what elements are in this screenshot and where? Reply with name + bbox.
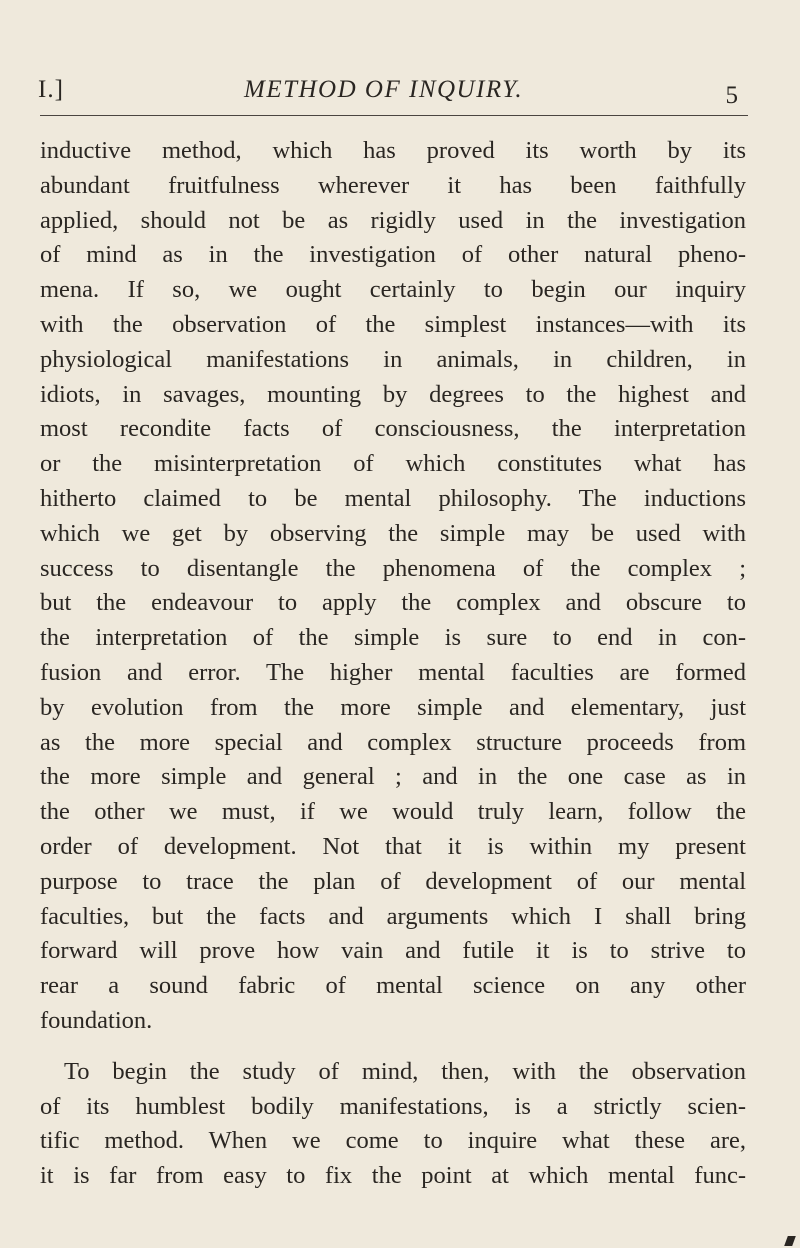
text-line: inductive method, which has proved its worth by its <box>40 137 746 164</box>
text-line: by evolution from the more simple and elementary, just <box>40 693 746 721</box>
text-line: with the observation of the simplest instances—with its <box>40 310 746 338</box>
text-line: foundation. <box>40 1006 153 1034</box>
text-line: forward will prove how vain and futile it is to strive to <box>40 937 746 965</box>
text-line: fusion and error. The higher mental faculties are formed <box>40 658 746 686</box>
text-line: of its humblest bodily manifestations, is a strictly scien- <box>40 1092 746 1120</box>
text-line: the other we must, if we would truly learn, follow the <box>40 798 746 826</box>
text-line: which we get by observing the simple may be used with <box>40 519 746 547</box>
text-line: order of development. Not that it is within my present <box>40 832 746 860</box>
text-line: abundant fruitfulness wherever it has been faithfully <box>40 171 746 199</box>
body-text <box>40 134 746 1194</box>
text-line: it is far from easy to fix the point at which mental func- <box>40 1162 746 1190</box>
text-line: idiots, in savages, mounting by degrees to the highest and <box>40 380 746 408</box>
text-line: tific method. When we come to inquire what these are, <box>40 1127 746 1155</box>
corner-mark <box>784 1236 796 1246</box>
paragraph-2 <box>40 1055 746 1194</box>
text-line: physiological manifestations in animals, in children, in <box>40 345 746 373</box>
text-line: faculties, but the facts and arguments which I shall bring <box>40 902 746 930</box>
text-line: the more simple and general ; and in the one case as in <box>40 763 746 791</box>
text-line: most recondite facts of consciousness, the interpretation <box>40 415 746 443</box>
text-line: or the misinterpretation of which constitutes what has <box>40 450 746 478</box>
text-line: purpose to trace the plan of development of our mental <box>40 867 746 895</box>
text-line: To begin the study of mind, then, with the observation <box>64 1057 746 1085</box>
text-line: as the more special and complex structure proceeds from <box>40 728 746 756</box>
text-line: success to disentangle the phenomena of the complex ; <box>40 554 746 582</box>
running-head <box>38 76 738 112</box>
paragraph-1 <box>40 134 746 1039</box>
text-line: rear a sound fabric of mental science on any other <box>40 972 746 1000</box>
page-number: 5 <box>725 82 738 109</box>
text-line: but the endeavour to apply the complex and obscure to <box>40 589 746 617</box>
running-title: METHOD OF INQUIRY. <box>244 76 524 103</box>
header-rule <box>40 115 748 116</box>
text-line: of mind as in the investigation of other natural pheno- <box>40 241 746 269</box>
text-line: hitherto claimed to be mental philosophy. The inductions <box>40 484 746 512</box>
text-line: applied, should not be as rigidly used in the investigation <box>40 206 746 234</box>
chapter-number: I.] <box>38 76 64 103</box>
text-line: the interpretation of the simple is sure to end in con- <box>40 624 746 652</box>
text-line: mena. If so, we ought certainly to begin our inquiry <box>40 276 746 304</box>
